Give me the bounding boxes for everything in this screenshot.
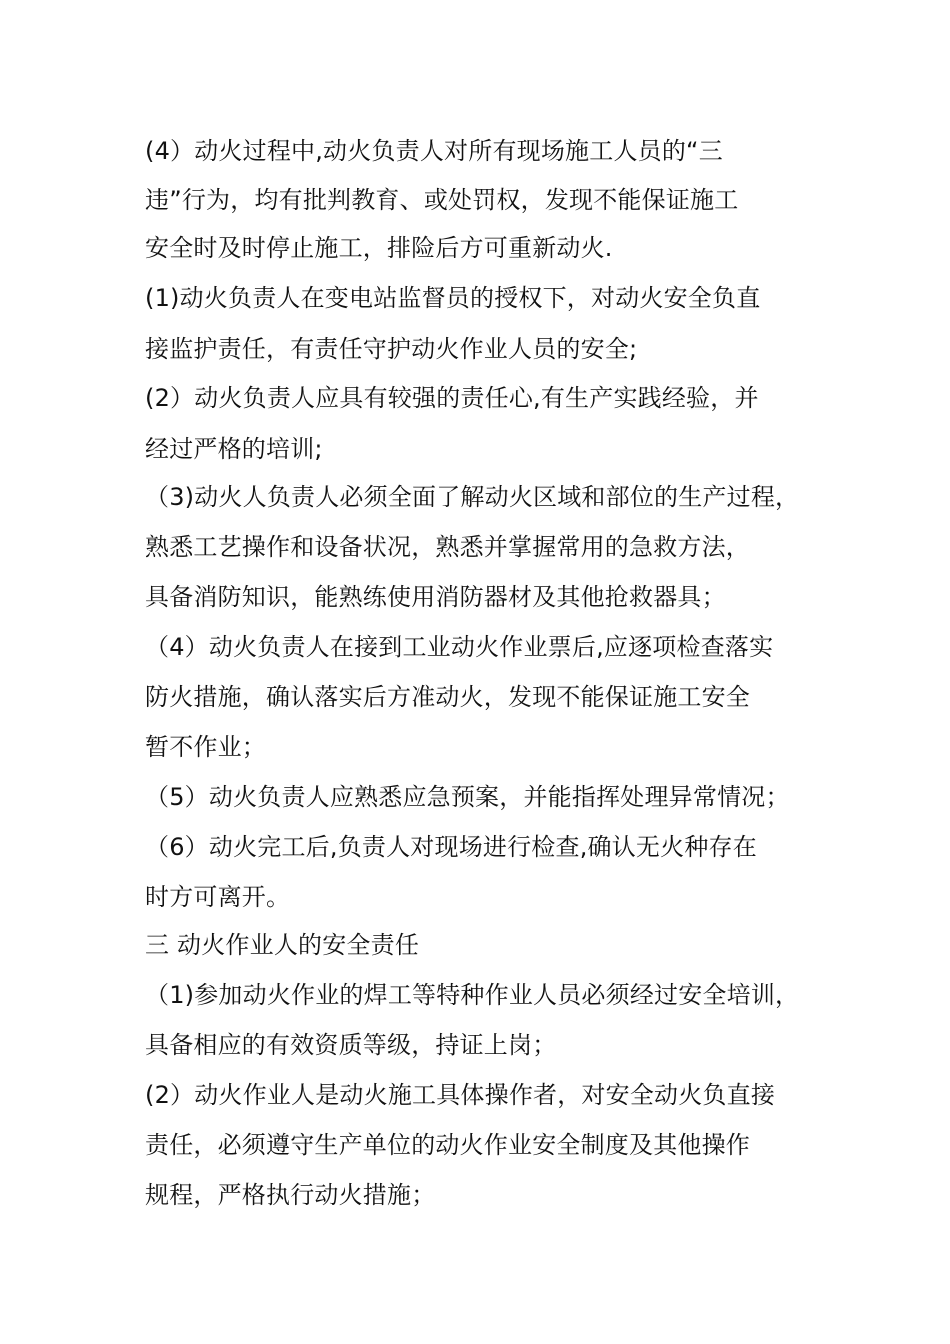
- text-line: 具备消防知识，能熟练使用消防器材及其他抢救器具；: [145, 583, 726, 611]
- text-line: 暂不作业；: [145, 733, 266, 761]
- text-line: (2）动火作业人是动火施工具体操作者，对安全动火负直接: [145, 1081, 776, 1109]
- text-line: 具备相应的有效资质等级，持证上岗；: [145, 1031, 557, 1059]
- text-line: 时方可离开。: [145, 883, 291, 911]
- text-line: （3)动火人负责人必须全面了解动火区域和部位的生产过程，: [145, 483, 800, 511]
- text-line: （1)参加动火作业的焊工等特种作业人员必须经过安全培训，: [145, 981, 800, 1009]
- text-line: (4）动火过程中,动火负责人对所有现场施工人员的“三: [145, 137, 723, 165]
- section-heading: 三 动火作业人的安全责任: [145, 931, 420, 959]
- text-line: （6）动火完工后,负责人对现场进行检查,确认无火种存在: [145, 833, 757, 861]
- text-line: 违”行为，均有批判教育、或处罚权，发现不能保证施工: [145, 186, 739, 214]
- text-line: (2）动火负责人应具有较强的责任心,有生产实践经验，并: [145, 384, 759, 412]
- text-line: (1)动火负责人在变电站监督员的授权下，对动火安全负直: [145, 284, 761, 312]
- text-line: （5）动火负责人应熟悉应急预案，并能指挥处理异常情况；: [145, 783, 790, 811]
- text-line: 安全时及时停止施工，排险后方可重新动火.: [145, 234, 613, 262]
- text-line: 责任，必须遵守生产单位的动火作业安全制度及其他操作: [145, 1131, 750, 1159]
- text-line: （4）动火负责人在接到工业动火作业票后,应逐项检查落实: [145, 633, 774, 661]
- text-line: 熟悉工艺操作和设备状况，熟悉并掌握常用的急救方法，: [145, 533, 750, 561]
- text-line: 经过严格的培训;: [145, 435, 323, 463]
- text-line: 防火措施，确认落实后方准动火，发现不能保证施工安全: [145, 683, 750, 711]
- text-line: 规程，严格执行动火措施；: [145, 1181, 436, 1209]
- text-line: 接监护责任，有责任守护动火作业人员的安全;: [145, 335, 638, 363]
